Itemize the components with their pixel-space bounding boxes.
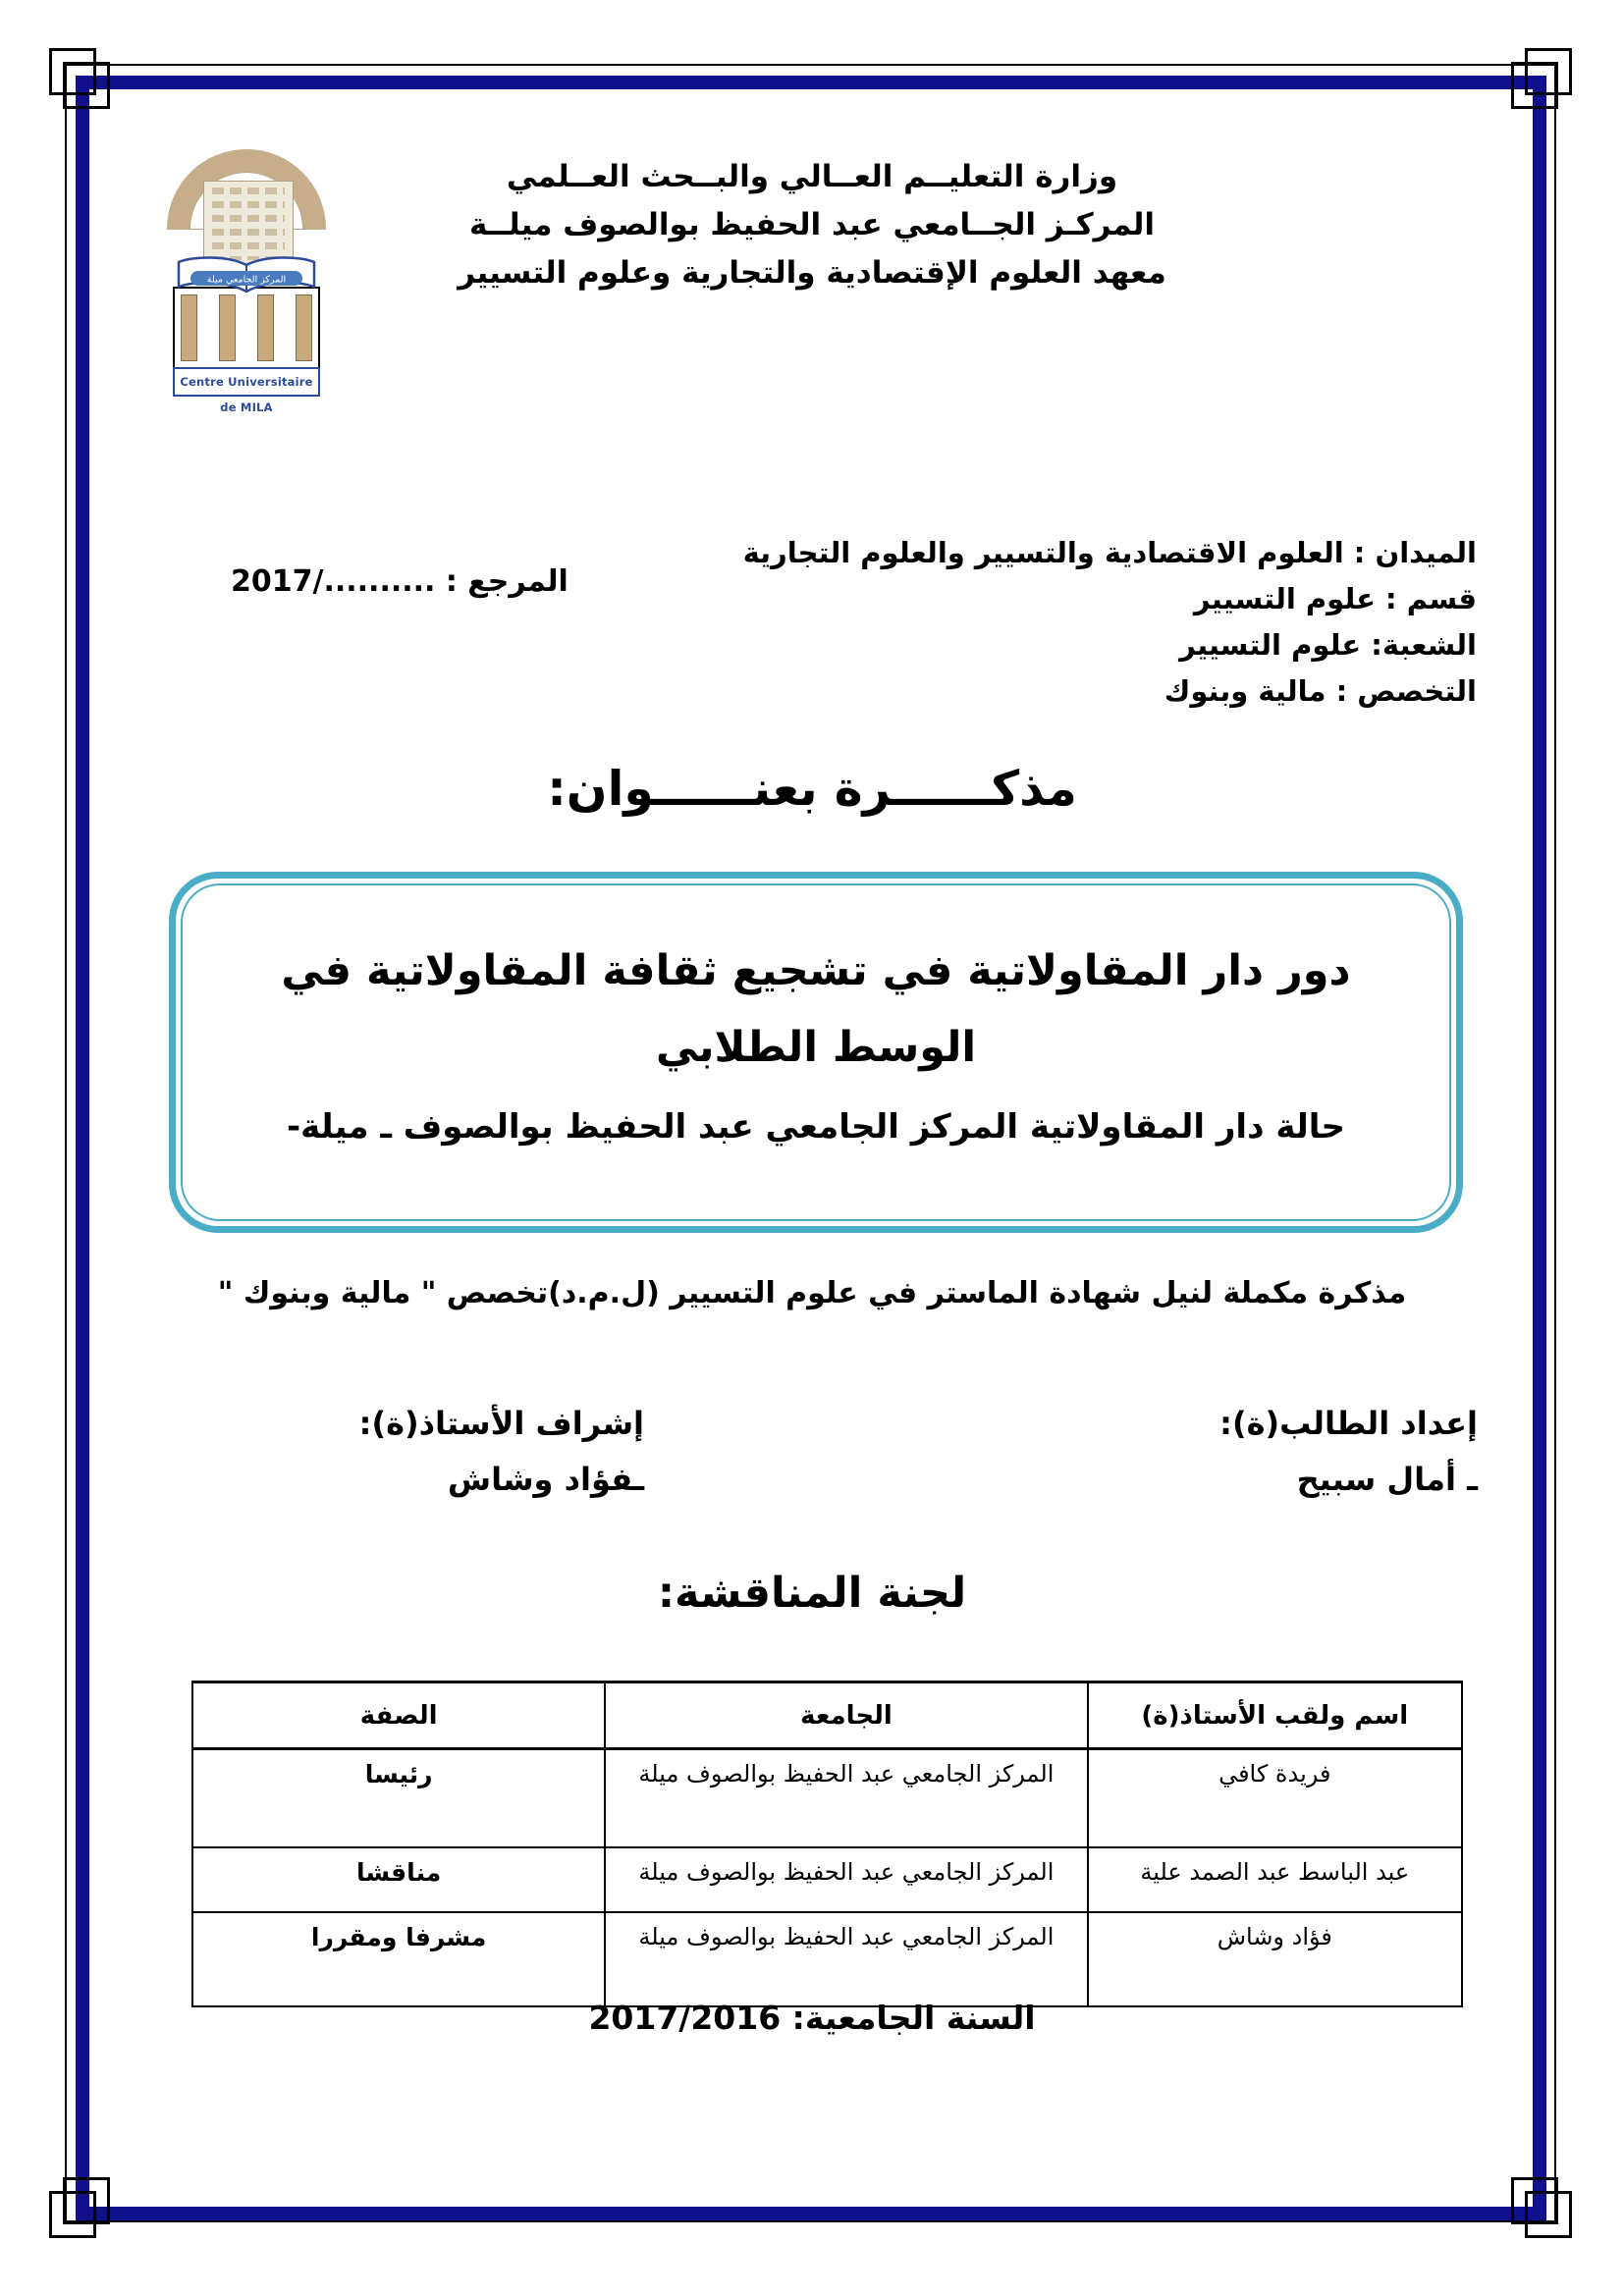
logo-open-book-icon bbox=[169, 255, 324, 300]
professor-name-cell: فؤاد وشاش bbox=[1088, 1912, 1462, 2006]
student-name: ـ أمال سبيح bbox=[1296, 1461, 1478, 1498]
logo-building-windows bbox=[212, 187, 285, 260]
supervisor-block bbox=[295, 1396, 644, 1508]
role-cell: مشرفا ومقررا bbox=[192, 1912, 605, 2006]
field-line: الميدان : العلوم الاقتصادية والتسيير والعلوم التجارية bbox=[742, 536, 1477, 569]
branch-line: الشعبة: علوم التسيير bbox=[1179, 628, 1477, 662]
role-cell: مناقشا bbox=[192, 1847, 605, 1912]
committee-table bbox=[191, 1681, 1463, 2007]
thesis-title-line2: الوسط الطلابي bbox=[655, 1023, 977, 1072]
table-row bbox=[192, 1912, 1462, 2006]
border-corner-ornament bbox=[63, 2177, 110, 2224]
student-label: إعداد الطالب(ة): bbox=[1219, 1405, 1478, 1442]
supervisor-label: إشراف الأستاذ(ة): bbox=[358, 1405, 644, 1442]
table-row bbox=[192, 1847, 1462, 1912]
university-line: المركـز الجــامعي عبد الحفيظ بوالصوف ميلــة bbox=[468, 207, 1156, 242]
title-box bbox=[169, 872, 1463, 1233]
table-header-row bbox=[192, 1682, 1462, 1749]
thesis-title bbox=[281, 933, 1350, 1086]
border-corner-ornament bbox=[1511, 62, 1558, 109]
logo-book-text: المركز الجامعي ميلة bbox=[206, 274, 287, 286]
university-cell: المركز الجامعي عبد الحفيظ بوالصوف ميلة bbox=[605, 1749, 1087, 1847]
professor-name-cell: عبد الباسط عبد الصمد علية bbox=[1088, 1847, 1462, 1912]
thesis-title-line1: دور دار المقاولاتية في تشجيع ثقافة المقاولاتية في bbox=[281, 946, 1351, 995]
logo-columns-icon bbox=[181, 294, 312, 361]
memo-heading: مذكــــــرة بعنــــــوان: bbox=[547, 761, 1077, 817]
border-corner-ornament bbox=[63, 62, 110, 109]
title-box-inner bbox=[181, 883, 1451, 1221]
degree-note: مذكرة مكملة لنيل شهادة الماستر في علوم التسيير (ل.م.د)تخصص " مالية وبنوك " bbox=[217, 1276, 1407, 1310]
logo-frame bbox=[173, 287, 320, 414]
university-logo bbox=[145, 147, 348, 414]
professor-name-cell: فريدة كافي bbox=[1088, 1749, 1462, 1847]
header-university: الجامعة bbox=[605, 1682, 1087, 1749]
header-professor-name: اسم ولقب الأستاذ(ة) bbox=[1088, 1682, 1462, 1749]
ministry-line: وزارة التعليــم العــالي والبــحث العــلمي bbox=[506, 159, 1118, 194]
supervisor-name: ـفؤاد وشاش bbox=[447, 1461, 644, 1498]
university-cell: المركز الجامعي عبد الحفيظ بوالصوف ميلة bbox=[605, 1847, 1087, 1912]
student-block bbox=[1219, 1396, 1478, 1508]
logo-caption: Centre Universitaire de MILA bbox=[173, 367, 320, 397]
institute-line: معهد العلوم الإقتصادية والتجارية وعلوم التسيير bbox=[458, 255, 1166, 291]
specialty-line: التخصص : مالية وبنوك bbox=[1164, 674, 1477, 708]
academic-year: السنة الجامعية: 2017/2016 bbox=[588, 1999, 1036, 2037]
header-role: الصفة bbox=[192, 1682, 605, 1749]
university-cell: المركز الجامعي عبد الحفيظ بوالصوف ميلة bbox=[605, 1912, 1087, 2006]
thesis-subtitle: حالة دار المقاولاتية المركز الجامعي عبد الحفيظ بوالصوف ـ ميلة- bbox=[286, 1107, 1346, 1147]
role-cell: رئيسا bbox=[192, 1749, 605, 1847]
department-line: قسم : علوم التسيير bbox=[1193, 582, 1477, 615]
study-info-block bbox=[743, 530, 1477, 715]
border-corner-ornament bbox=[1511, 2177, 1558, 2224]
table-row bbox=[192, 1749, 1462, 1847]
committee-heading: لجنة المناقشة: bbox=[657, 1569, 967, 1618]
reference-line: المرجع : ........../2017 bbox=[231, 564, 568, 599]
logo-building-icon bbox=[203, 181, 294, 265]
